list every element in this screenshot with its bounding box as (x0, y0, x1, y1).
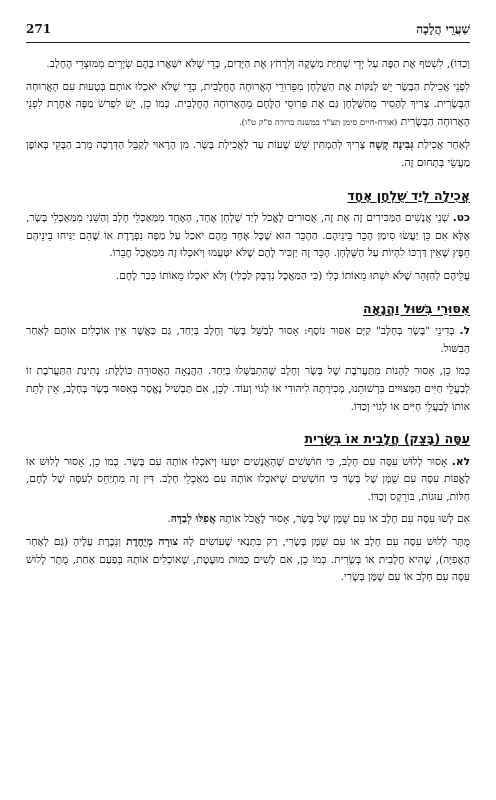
paragraph (26, 79, 470, 133)
paragraph-text: צָרִיךְ לְהַמְתִּין שֵׁשׁ שָׁעוֹת עַד לַאֲכִילַת בָּשָׂר. מִן הָרָאוּי לְקַבֵּל הַדְּרָכָה מֵרַב הַבָּקִי בְּאוֹפֶן מַעֲשֵׂי בְּתָחוּם זֶה. (26, 139, 470, 169)
source-citation: (אורח-חיים סימן תצ"ד במשנה ברורה ס"ק ט"ו). (238, 117, 398, 128)
section-heading-text: אִסּוּרֵי בִּשּׁוּל וַהֲנָאָה (363, 300, 470, 316)
header-title: שַׁעֲרֵי הֲלָכָה (416, 22, 470, 36)
section-heading-text: אֲכִילָה לְיַד שֻׁלְחָן אֶחָד (347, 187, 470, 203)
paragraph-text: . (167, 513, 171, 526)
section-heading (26, 300, 470, 318)
paragraph (26, 137, 470, 172)
emphasis: צוּרָה מְיֻחֶדֶת (126, 536, 178, 549)
emphasis: אֲפִלּוּ לְבַדָּהּ (170, 513, 216, 526)
paragraph (26, 210, 470, 263)
paragraph (26, 454, 470, 507)
paragraph-text: עֲלֵיהֶם לְהִזָּהֵר שֶׁלֹּא יִשְׁתּוּ מֵאוֹתוֹ כְּלִי (כִּי הַמַּאֲכָל נִדְבָּק לַכְּלִי) וְלֹא יֹאכְלוּ מֵאוֹתוֹ כִּכַּר לֶחֶם. (115, 269, 470, 282)
paragraph-number: ל. (459, 325, 470, 338)
paragraph-text: וְכַדּוֹ), לִשְׁטֹף אֶת הַפֶּה עַל יְדֵי שְׁתִיַּת מַשְׁקֶה וְלִרְחֹץ אֶת הַיָּדַיִם, כְּדֵי שֶׁלֹּא יִשָּׁאֲרוּ בָּהֶם שְׂיָרִים מִמּוּצְרֵי הֶחָלָב. (46, 58, 470, 70)
page-number: 271 (26, 22, 52, 36)
section-heading (26, 187, 470, 205)
running-header (26, 20, 470, 43)
paragraph-text: בְּדִינֵי "בָּשָׂר בְּחָלָב" קַיָּם אִסּוּר נוֹסָף: אָסוּר לְבַשֵּׁל בָּשָׂר וְחָלָב בְּיַחַד, גַּם כַּאֲשֶׁר אֵין אוֹכְלִים אוֹתָם לְאַחַר הַבִּשּׁוּל. (26, 325, 470, 355)
paragraph-text: לְאַחַר אֲכִילַת (413, 139, 471, 152)
paragraph (26, 511, 470, 529)
paragraph-text: מֻתָּר לָלוּשׁ עִסָּה עִם חָלָב אוֹ עִם שֻׁמָּן בְּשָׂרִי, רַק בִּתְנַאי שֶׁעוֹשִׂים לָהּ (177, 536, 470, 549)
paragraph-text: שְׁנֵי אֲנָשִׁים הַמַּכִּירִים זֶה אֶת זֶה, אֲסוּרִים לֶאֱכֹל לְיַד שֻׁלְחָן אֶחָד, הָאֶחָד מִמַּאַכְלֵי חָלָב וְהַשֵּׁנִי מִמַּאַכְלֵי בָּשָׂר, אֶלָּא אִם כֵּן יַעֲשׂוּ סִימַן הֶכֵּר בֵּינֵיהֶם. הַהֶכֵּר הוּא שֶׁכָּל אֶחָד מֵהֶם יֹאכַל עַל מַפָּה נִפְרֶדֶת אוֹ שֶׁהֵם יַנִּיחוּ בֵּינֵיהֶם חֵפֶץ שֶׁאֵין דַּרְכּוֹ לִהְיוֹת עַל הַשֻּׁלְחָן. הֶכֵּר זֶה יַזְכִּיר לָהֶם שֶׁלֹּא יִטְעֲמוּ וְיֹאכְלוּ זֶה מִמַּאֲכַל חֲבֵרוֹ. (26, 212, 470, 260)
paragraph-number: לא. (451, 455, 470, 468)
paragraph-text: וְנִכֶּרֶת עָלֶיהָ (גַּם לְאַחַר הָאֲפִיָּה), שֶׁהִיא חֲלָבִית אוֹ בְּשָׂרִית. כְּמוֹ כֵן, אִם לָשִׁים כַּמּוּת מוּעֶטֶת, שֶׁאוֹכְלִים אוֹתָהּ בְּפַעַם אַחַת, מֻתָּר לָלוּשׁ עִסָּה עִם חָלָב אוֹ עִם שֻׁמָּן בְּשָׂרִי. (26, 536, 470, 584)
paragraph (26, 534, 470, 587)
section-heading (26, 430, 470, 448)
section-heading-text: עִסָּה (בָּצֵק) חֲלָבִית אוֹ בְּשָׂרִית (304, 431, 470, 447)
paragraph (26, 268, 470, 286)
emphasis: גְּבִינָה קָשָׁה (369, 139, 414, 152)
paragraph-text: אִם לָשׁוּ עִסָּה עִם חָלָב אוֹ עִם שֻׁמָּן שֶׁל בָּשָׂר, אָסוּר לֶאֱכֹל אוֹתָהּ (215, 513, 470, 526)
paragraph-text: לִפְנֵי אֲכִילַת הַבָּשָׂר יֵשׁ לְנַקּוֹת אֶת הַשֻּׁלְחָן מִפֵּרוּרֵי הָאֲרוּחָה הֶחֲלָבִית, כְּדֵי שֶׁלֹּא יֹאכְלוּ אוֹתָם בְּטָעוּת עִם הָאֲרוּחָה הַבְּשָׂרִית. צָרִיךְ לְהָסִיר מֵהַשֻּׁלְחָן גַּם אֶת פְּרוּסֵי הַלֶּחֶם מֵהָאֲרוּחָה הֶחֲלָבִית. כְּמוֹ כֵן, יֵשׁ לִפְרֹשׂ מַפָּה אַחֶרֶת לִפְנֵי הָאֲרוּחָה הַבְּשָׂרִית (26, 80, 470, 128)
page-body (26, 56, 470, 592)
paragraph-number: כט. (452, 212, 470, 225)
paragraph (26, 363, 470, 416)
paragraph (26, 56, 470, 74)
paragraph-text: כְּמוֹ כֵן, אָסוּר לֵהָנוֹת מִתַּעֲרֹבֶת שֶׁל בָּשָׂר וְחָלָב שֶׁהִתְבַּשְּׁלוּ בְּיַחַד. הַהֲנָאָה הָאֲסוּרָה כּוֹלֶלֶת: נְתִינַת הַתַּעֲרֹבֶת זוֹ לְבַעֲלֵי חַיִּים הַמְּצוּיִים בִּרְשׁוּתֵנוּ, מְכִירָתָהּ לִיהוּדִי אוֹ לְגוֹי וְעוֹד. לָכֵן, אִם תַּבְשִׁיל נֶאֱסַר בְּאִסּוּר בָּשָׂר בְּחָלָב, אֵין לָתֵת אוֹתוֹ לְבַעֲלֵי חַיִּים אוֹ לְגוֹי וְכַדּוֹ. (26, 365, 470, 413)
paragraph (26, 323, 470, 358)
paragraph-text: אָסוּר לָלוּשׁ עִסָּה עִם חָלָב, כִּי חוֹשְׁשִׁים שֶׁהָאֲנָשִׁים יִטְעוּ וְיֹאכְלוּ אוֹתָהּ עִם בָּשָׂר. כְּמוֹ כֵן, אָסוּר לָלוּשׁ אוֹ לֶאֱפוֹת עִסָּה עִם שֻׁמָּן שֶׁל בָּשָׂר כִּי חוֹשְׁשִׁים שֶׁיֹּאכְלוּ אוֹתָהּ עִם מַאַכְלֵי חָלָב. דִּין זֶה מִתְיַחֵס לַעִסָּה שֶׁל לֶחֶם, חַלּוֹת, עוּגוֹת, בּוֹרֵקָס וְכַדּוֹ. (26, 455, 470, 503)
